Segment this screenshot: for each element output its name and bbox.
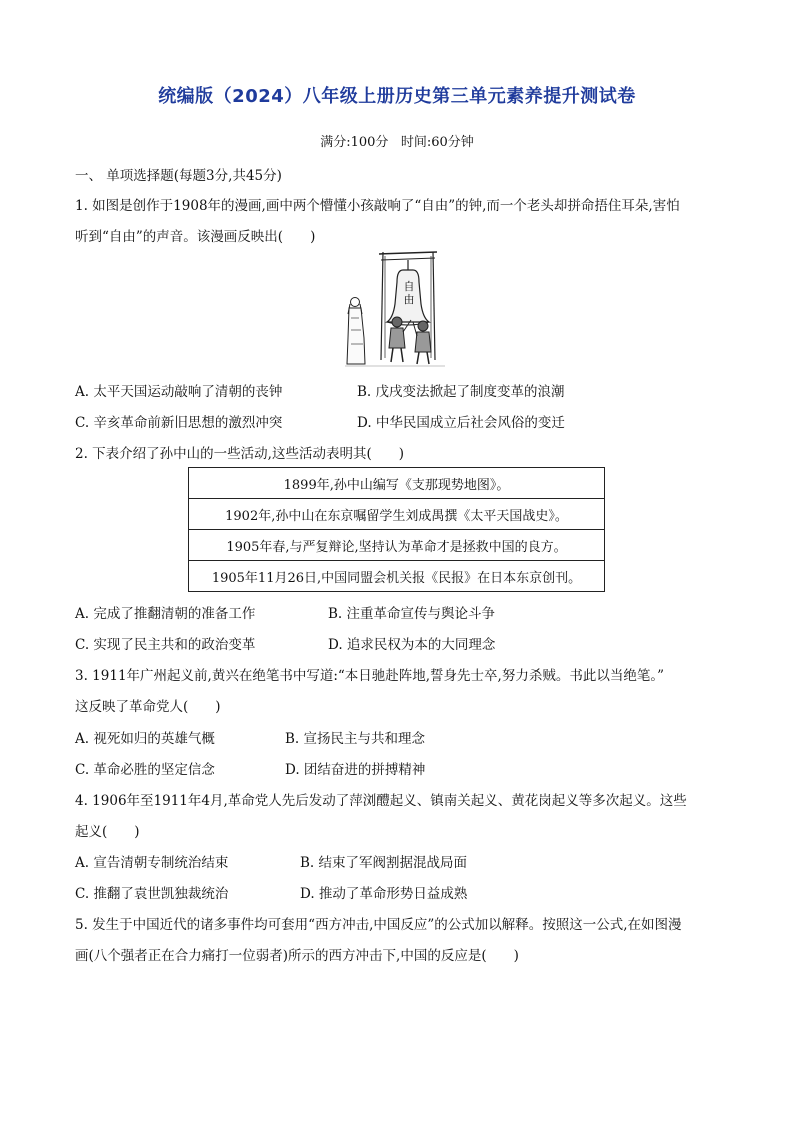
q1-option-b[interactable]: B. 戊戌变法掀起了制度变革的浪潮 bbox=[357, 384, 565, 400]
table-row bbox=[189, 499, 605, 530]
table-cell: 1902年,孙中山在东京嘱留学生刘成禺撰《太平天国战史》。 bbox=[189, 499, 605, 530]
q1-option-d[interactable]: D. 中华民国成立后社会风俗的变迁 bbox=[357, 415, 565, 431]
q2-activities-table bbox=[188, 467, 605, 592]
bell-label: 自由 bbox=[403, 280, 415, 306]
q5-stem-line2: 画(八个强者正在合力痛打一位弱者)所示的西方冲击下,中国的反应是( ) bbox=[75, 948, 519, 964]
q3-option-b[interactable]: B. 宣扬民主与共和理念 bbox=[285, 731, 426, 747]
q1-option-c[interactable]: C. 辛亥革命前新旧思想的激烈冲突 bbox=[75, 415, 283, 431]
q2-option-c[interactable]: C. 实现了民主共和的政治变革 bbox=[75, 637, 256, 653]
table-cell: 1905年春,与严复辩论,坚持认为革命才是拯救中国的良方。 bbox=[189, 530, 605, 561]
table-cell: 1905年11月26日,中国同盟会机关报《民报》在日本东京创刊。 bbox=[189, 561, 605, 592]
table-row bbox=[189, 530, 605, 561]
q2-stem: 2. 下表介绍了孙中山的一些活动,这些活动表明其( ) bbox=[75, 446, 404, 462]
q4-option-b[interactable]: B. 结束了军阀割据混战局面 bbox=[300, 855, 468, 871]
q3-option-c[interactable]: C. 革命必胜的坚定信念 bbox=[75, 762, 215, 778]
q3-option-d[interactable]: D. 团结奋进的拼搏精神 bbox=[285, 762, 426, 778]
bell-cartoon-drawing bbox=[345, 248, 445, 370]
q3-stem-line2: 这反映了革命党人( ) bbox=[75, 699, 221, 715]
q4-stem-line1: 4. 1906年至1911年4月,革命党人先后发动了萍浏醴起义、镇南关起义、黄花岗起义等多次起义。这些 bbox=[75, 793, 687, 809]
q2-option-a[interactable]: A. 完成了推翻清朝的准备工作 bbox=[75, 606, 256, 622]
q4-option-c[interactable]: C. 推翻了袁世凯独裁统治 bbox=[75, 886, 229, 902]
q2-option-d[interactable]: D. 追求民权为本的大同理念 bbox=[328, 637, 496, 653]
q4-option-d[interactable]: D. 推动了革命形势日益成熟 bbox=[300, 886, 468, 902]
table-row bbox=[189, 468, 605, 499]
table-cell: 1899年,孙中山编写《支那现势地图》。 bbox=[189, 468, 605, 499]
q2-option-b[interactable]: B. 注重革命宣传与舆论斗争 bbox=[328, 606, 496, 622]
page-title: 统编版（2024）八年级上册历史第三单元素养提升测试卷 bbox=[158, 86, 636, 107]
exam-info: 满分:100分 时间:60分钟 bbox=[320, 135, 474, 150]
q4-stem-line2: 起义( ) bbox=[75, 824, 140, 840]
q3-stem-line1: 3. 1911年广州起义前,黄兴在绝笔书中写道:“本日驰赴阵地,誓身先士卒,努力杀贼。书此以当绝笔。” bbox=[75, 668, 665, 684]
bell-cartoon bbox=[345, 248, 445, 374]
q4-option-a[interactable]: A. 宣告清朝专制统治结束 bbox=[75, 855, 229, 871]
q1-stem-line1: 1. 如图是创作于1908年的漫画,画中两个懵懂小孩敲响了“自由”的钟,而一个老头却拼命捂住耳朵,害怕 bbox=[75, 198, 680, 214]
q3-option-a[interactable]: A. 视死如归的英雄气概 bbox=[75, 731, 215, 747]
table-row bbox=[189, 561, 605, 592]
section-heading: 一、 单项选择题(每题3分,共45分) bbox=[75, 168, 282, 184]
q5-stem-line1: 5. 发生于中国近代的诸多事件均可套用“西方冲击,中国反应”的公式加以解释。按照这一公式,在如图漫 bbox=[75, 917, 682, 933]
q1-stem-line2: 听到“自由”的声音。该漫画反映出( ) bbox=[75, 229, 316, 245]
q1-option-a[interactable]: A. 太平天国运动敲响了清朝的丧钟 bbox=[75, 384, 283, 400]
